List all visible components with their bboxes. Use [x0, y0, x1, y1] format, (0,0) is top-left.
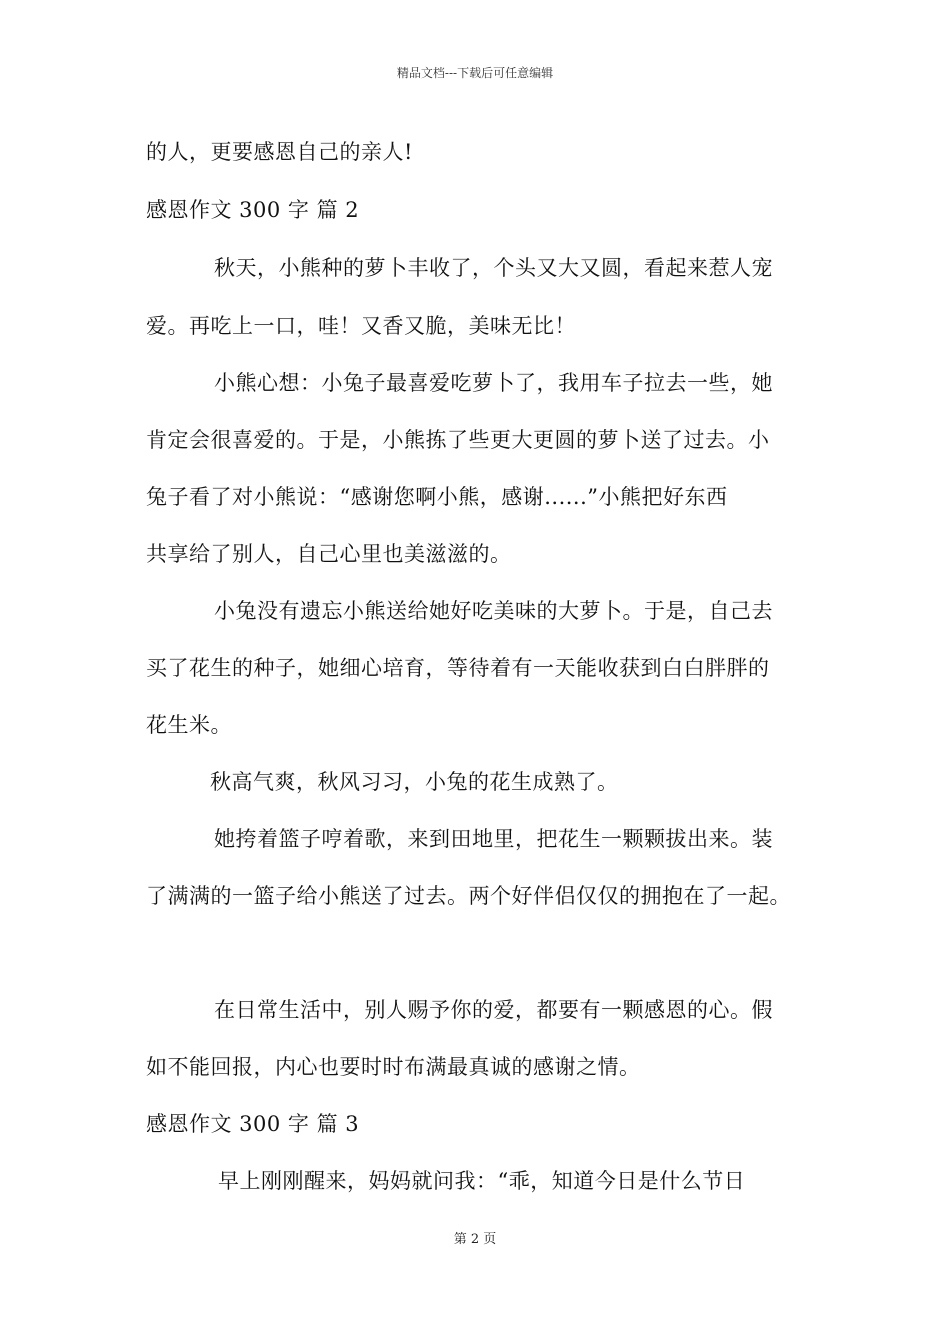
text-line: 在日常生活中，别人赐予你的爱，都要有一颗感恩的心。假 [214, 998, 773, 1022]
text-line: 秋天，小熊种的萝卜丰收了，个头又大又圆，看起来惹人宠 [214, 256, 773, 280]
section-heading: 感恩作文 300 字 篇 3 [146, 1112, 360, 1136]
text-line: 小兔没有遗忘小熊送给她好吃美味的大萝卜。于是，自己去 [214, 599, 773, 623]
page-header: 精品文档---下载后可任意编辑 [396, 66, 554, 80]
text-line: 的人，更要感恩自己的亲人! [146, 140, 413, 164]
text-line: 共享给了别人，自己心里也美滋滋的。 [146, 542, 512, 566]
section-heading: 感恩作文 300 字 篇 2 [146, 198, 360, 222]
text-line: 她挎着篮子哼着歌，来到田地里，把花生一颗颗拔出来。装 [214, 827, 773, 851]
text-line: 早上刚刚醒来，妈妈就问我：“乖，知道今日是什么节日 [218, 1169, 746, 1193]
text-line: 兔子看了对小熊说：“感谢您啊小熊，感谢......”小熊把好东西 [146, 485, 728, 509]
text-line: 花生米。 [146, 713, 232, 737]
text-line: 小熊心想：小兔子最喜爱吃萝卜了，我用车子拉去一些，她 [214, 371, 773, 395]
text-line: 爱。再吃上一口，哇！又香又脆，美味无比！ [146, 314, 576, 338]
page-footer: 第 2 页 [453, 1232, 497, 1247]
text-line: 买了花生的种子，她细心培育，等待着有一天能收获到白白胖胖的 [146, 656, 770, 680]
text-line: 了满满的一篮子给小熊送了过去。两个好伴侣仅仅的拥抱在了一起。 [146, 884, 791, 908]
text-line: 秋高气爽，秋风习习，小兔的花生成熟了。 [210, 770, 619, 794]
text-line: 肯定会很喜爱的。于是，小熊拣了些更大更圆的萝卜送了过去。小 [146, 428, 770, 452]
text-line: 如不能回报，内心也要时时布满最真诚的感谢之情。 [146, 1055, 641, 1079]
